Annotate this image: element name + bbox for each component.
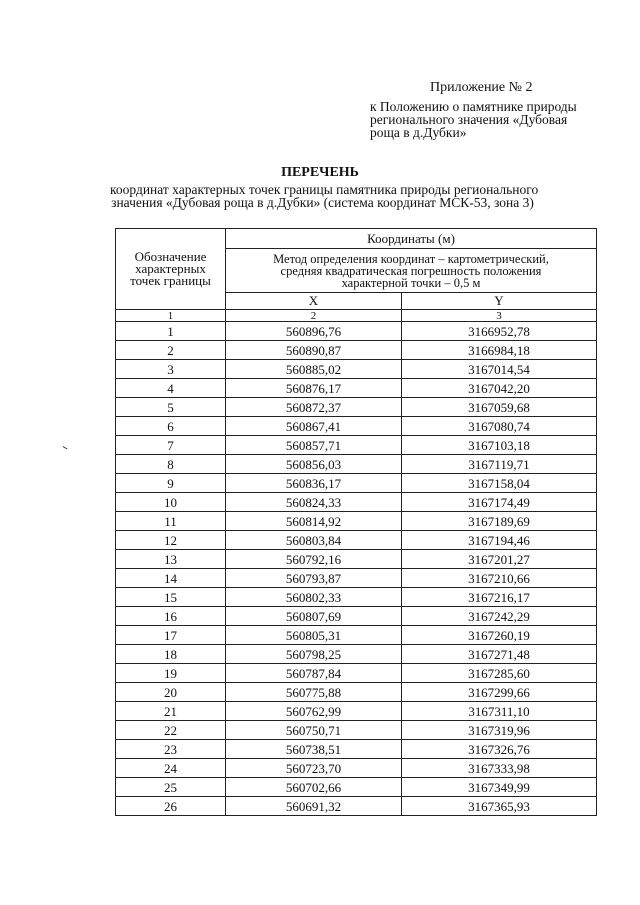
table-row — [116, 474, 597, 493]
point-number-cell: 10 — [116, 493, 226, 512]
point-number-cell: 18 — [116, 645, 226, 664]
x-coordinate-cell: 560876,17 — [226, 379, 402, 398]
point-number-cell: 5 — [116, 398, 226, 417]
subtitle-line: значения «Дубовая роща в д.Дубки» (система координат МСК-53, зона 3) — [111, 195, 534, 210]
point-number-cell: 11 — [116, 512, 226, 531]
y-coordinate-cell: 3167042,20 — [402, 379, 597, 398]
margin-mark — [62, 446, 68, 451]
table-row — [116, 436, 597, 455]
reference-line: к Положению о памятнике природы — [370, 99, 577, 114]
x-coordinate-cell: 560787,84 — [226, 664, 402, 683]
x-coordinate-cell: 560896,76 — [226, 322, 402, 341]
table-row — [116, 379, 597, 398]
table-row — [116, 455, 597, 474]
y-coordinate-cell: 3167349,99 — [402, 778, 597, 797]
column-number: 1 — [116, 310, 226, 322]
table-row — [116, 417, 597, 436]
table-row — [116, 512, 597, 531]
method-line: Метод определения координат – картометрический, — [273, 251, 549, 266]
y-coordinate-cell: 3167299,66 — [402, 683, 597, 702]
regulation-reference — [370, 100, 577, 139]
table-row — [116, 702, 597, 721]
table-row — [116, 645, 597, 664]
y-coordinate-cell: 3167260,19 — [402, 626, 597, 645]
x-coordinate-cell: 560798,25 — [226, 645, 402, 664]
y-coordinate-cell: 3167210,66 — [402, 569, 597, 588]
y-header: Y — [402, 292, 597, 309]
y-coordinate-cell: 3167333,98 — [402, 759, 597, 778]
y-coordinate-cell: 3167119,71 — [402, 455, 597, 474]
y-coordinate-cell: 3167242,29 — [402, 607, 597, 626]
x-coordinate-cell: 560814,92 — [226, 512, 402, 531]
x-coordinate-cell: 560792,16 — [226, 550, 402, 569]
x-coordinate-cell: 560856,03 — [226, 455, 402, 474]
document-title: ПЕРЕЧЕНЬ — [281, 165, 359, 180]
table-row — [116, 664, 597, 683]
point-number-cell: 6 — [116, 417, 226, 436]
point-number-cell: 26 — [116, 797, 226, 816]
y-coordinate-cell: 3166984,18 — [402, 341, 597, 360]
coordinates-header: Координаты (м) — [226, 229, 597, 249]
x-coordinate-cell: 560890,87 — [226, 341, 402, 360]
x-coordinate-cell: 560750,71 — [226, 721, 402, 740]
y-coordinate-cell: 3167189,69 — [402, 512, 597, 531]
point-number-cell: 8 — [116, 455, 226, 474]
point-header-line: Обозначение — [134, 249, 207, 264]
y-coordinate-cell: 3167326,76 — [402, 740, 597, 759]
y-coordinate-cell: 3167201,27 — [402, 550, 597, 569]
x-coordinate-cell: 560691,32 — [226, 797, 402, 816]
y-coordinate-cell: 3167365,93 — [402, 797, 597, 816]
y-coordinate-cell: 3167014,54 — [402, 360, 597, 379]
x-header: X — [226, 292, 402, 309]
table-row — [116, 626, 597, 645]
point-number-cell: 24 — [116, 759, 226, 778]
point-number-cell: 1 — [116, 322, 226, 341]
point-header-line: точек границы — [130, 273, 211, 288]
y-coordinate-cell: 3167311,10 — [402, 702, 597, 721]
y-coordinate-cell: 3167216,17 — [402, 588, 597, 607]
x-coordinate-cell: 560836,17 — [226, 474, 402, 493]
x-coordinate-cell: 560885,02 — [226, 360, 402, 379]
method-line: средняя квадратическая погрешность положения — [280, 263, 542, 278]
method-header — [226, 249, 597, 293]
point-header-line: характерных — [135, 261, 206, 276]
y-coordinate-cell: 3167285,60 — [402, 664, 597, 683]
y-coordinate-cell: 3167174,49 — [402, 493, 597, 512]
x-coordinate-cell: 560802,33 — [226, 588, 402, 607]
point-number-cell: 21 — [116, 702, 226, 721]
table-row — [116, 607, 597, 626]
point-number-cell: 4 — [116, 379, 226, 398]
point-number-cell: 9 — [116, 474, 226, 493]
point-number-cell: 14 — [116, 569, 226, 588]
table-row — [116, 398, 597, 417]
x-coordinate-cell: 560702,66 — [226, 778, 402, 797]
x-coordinate-cell: 560824,33 — [226, 493, 402, 512]
y-coordinate-cell: 3167194,46 — [402, 531, 597, 550]
point-number-cell: 22 — [116, 721, 226, 740]
y-coordinate-cell: 3167080,74 — [402, 417, 597, 436]
point-number-cell: 17 — [116, 626, 226, 645]
x-coordinate-cell: 560805,31 — [226, 626, 402, 645]
point-number-cell: 13 — [116, 550, 226, 569]
point-number-cell: 2 — [116, 341, 226, 360]
x-coordinate-cell: 560803,84 — [226, 531, 402, 550]
table-row — [116, 683, 597, 702]
table-row — [116, 493, 597, 512]
coordinates-table — [115, 228, 597, 816]
x-coordinate-cell: 560723,70 — [226, 759, 402, 778]
column-number: 2 — [226, 310, 402, 322]
y-coordinate-cell: 3167059,68 — [402, 398, 597, 417]
method-line: характерной точки – 0,5 м — [341, 275, 481, 290]
appendix-label: Приложение № 2 — [430, 80, 533, 95]
y-coordinate-cell: 3167319,96 — [402, 721, 597, 740]
point-number-cell: 7 — [116, 436, 226, 455]
point-designation-header — [116, 229, 226, 310]
x-coordinate-cell: 560867,41 — [226, 417, 402, 436]
x-coordinate-cell: 560857,71 — [226, 436, 402, 455]
x-coordinate-cell: 560762,99 — [226, 702, 402, 721]
table-row — [116, 797, 597, 816]
reference-line: регионального значения «Дубовая — [370, 112, 568, 127]
document-subtitle — [110, 182, 539, 210]
table-row — [116, 721, 597, 740]
x-coordinate-cell: 560793,87 — [226, 569, 402, 588]
table-row — [116, 588, 597, 607]
table-row — [116, 341, 597, 360]
table-row — [116, 550, 597, 569]
table-row — [116, 531, 597, 550]
column-number: 3 — [402, 310, 597, 322]
reference-line: роща в д.Дубки» — [370, 125, 467, 140]
subtitle-line: координат характерных точек границы памятника природы регионального — [110, 182, 539, 197]
point-number-cell: 3 — [116, 360, 226, 379]
x-coordinate-cell: 560872,37 — [226, 398, 402, 417]
y-coordinate-cell: 3167103,18 — [402, 436, 597, 455]
x-coordinate-cell: 560807,69 — [226, 607, 402, 626]
point-number-cell: 25 — [116, 778, 226, 797]
y-coordinate-cell: 3167158,04 — [402, 474, 597, 493]
point-number-cell: 20 — [116, 683, 226, 702]
x-coordinate-cell: 560775,88 — [226, 683, 402, 702]
point-number-cell: 15 — [116, 588, 226, 607]
table-row — [116, 569, 597, 588]
table-row — [116, 759, 597, 778]
point-number-cell: 12 — [116, 531, 226, 550]
point-number-cell: 23 — [116, 740, 226, 759]
table-row — [116, 360, 597, 379]
table-row — [116, 322, 597, 341]
table-row — [116, 740, 597, 759]
table-row — [116, 778, 597, 797]
point-number-cell: 16 — [116, 607, 226, 626]
x-coordinate-cell: 560738,51 — [226, 740, 402, 759]
point-number-cell: 19 — [116, 664, 226, 683]
y-coordinate-cell: 3166952,78 — [402, 322, 597, 341]
y-coordinate-cell: 3167271,48 — [402, 645, 597, 664]
